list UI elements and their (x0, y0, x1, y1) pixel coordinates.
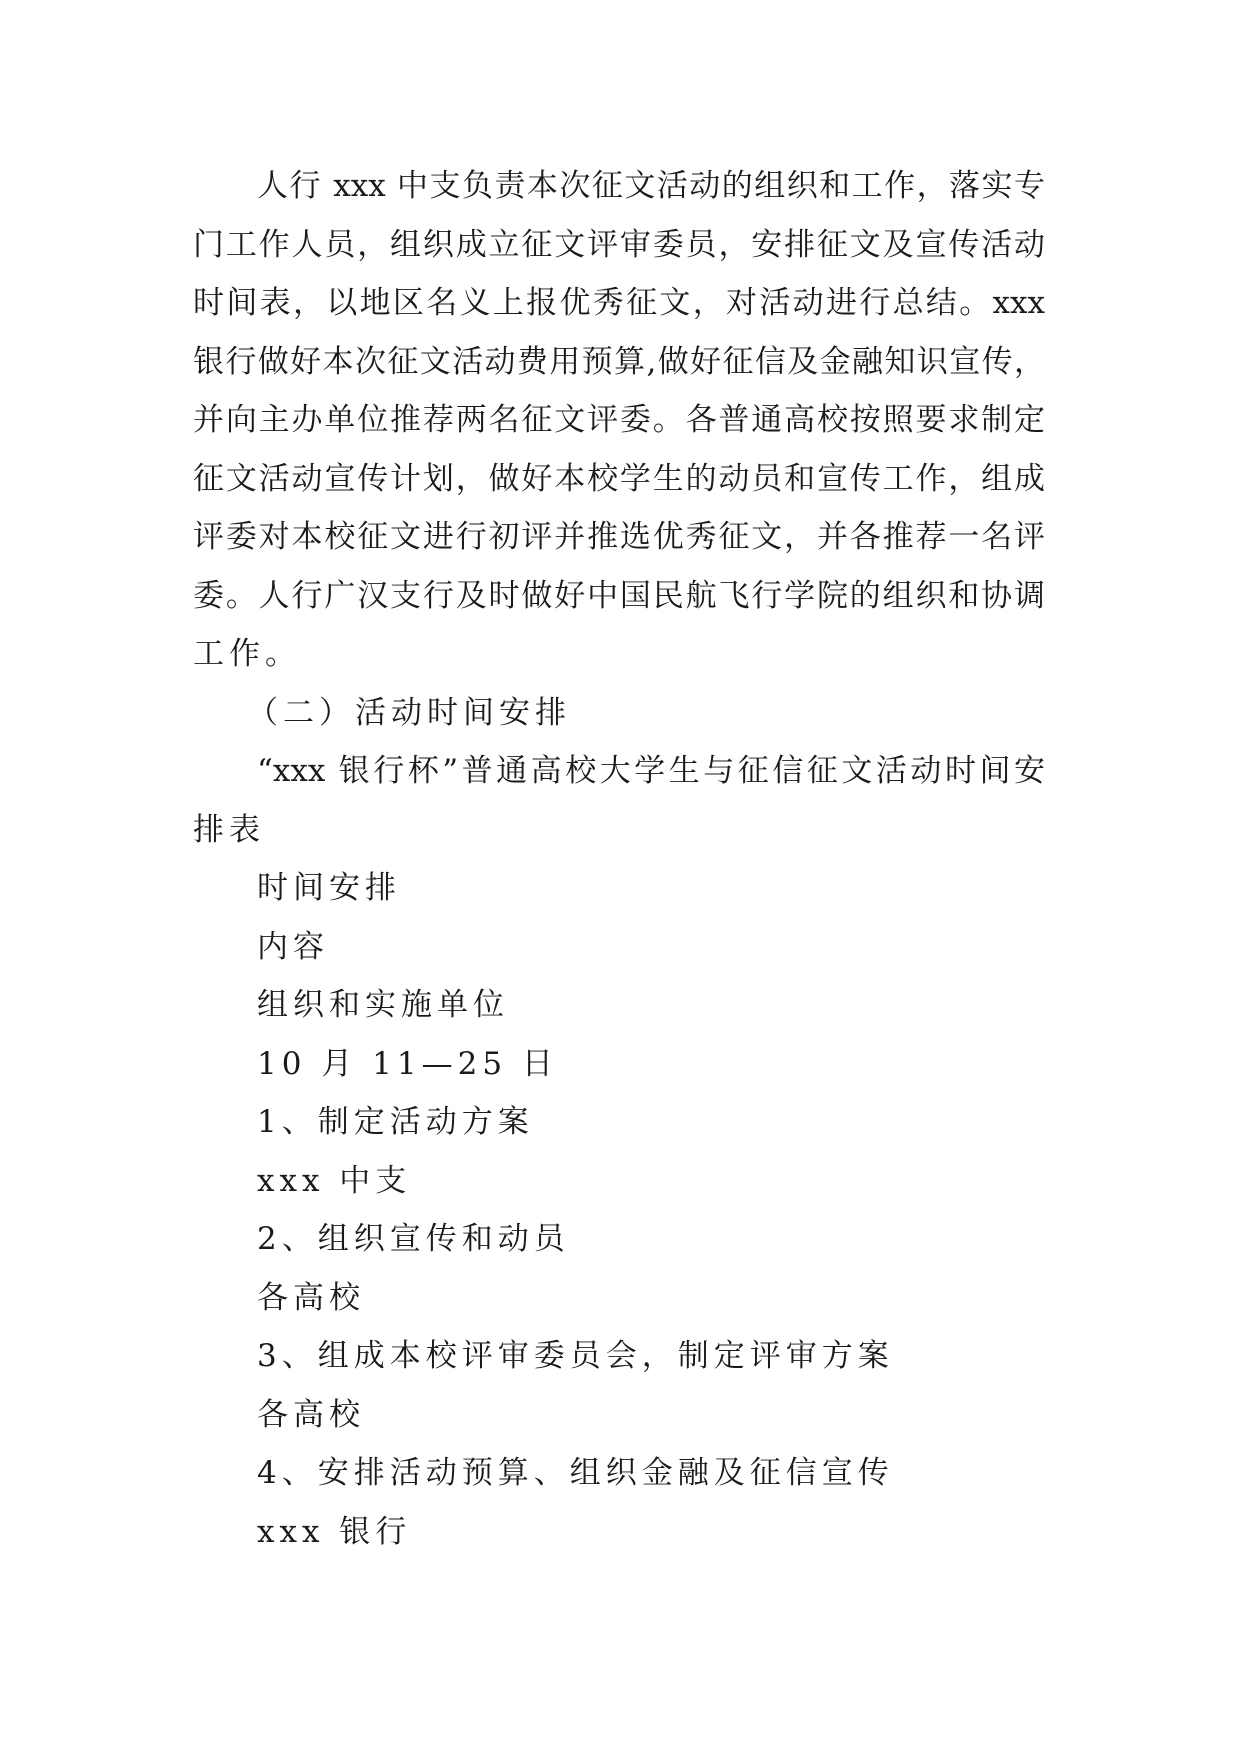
table-header-cell: 时间安排 (257, 870, 401, 906)
table-header-cell: 组织和实施单位 (257, 987, 509, 1023)
table-header-cell: 内容 (257, 929, 329, 965)
table-cell: 4、安排活动预算、组织金融及征信宣传 (257, 1455, 894, 1491)
table-title-line: 排表 (193, 812, 265, 848)
table-cell: xxx 中支 (257, 1163, 412, 1199)
table-title-line: “xxx 银行杯”普通高校大学生与征信征文活动时间安 (257, 753, 1045, 789)
paragraph-line: 门工作人员，组织成立征文评审委员，安排征文及宣传活动 (193, 227, 1045, 263)
table-cell: 1、制定活动方案 (257, 1104, 534, 1140)
paragraph-line: 征文活动宣传计划，做好本校学生的动员和宣传工作，组成 (193, 461, 1045, 497)
paragraph-line: 时间表，以地区名义上报优秀征文，对活动进行总结。xxx (193, 285, 1045, 321)
table-cell: 各高校 (257, 1280, 365, 1316)
table-cell: 各高校 (257, 1397, 365, 1433)
section-heading: （二）活动时间安排 (247, 695, 571, 731)
paragraph-line: 人行 xxx 中支负责本次征文活动的组织和工作，落实专 (257, 168, 1045, 204)
table-cell: 3、组成本校评审委员会，制定评审方案 (257, 1338, 894, 1374)
table-cell: 10 月 11—25 日 (257, 1046, 558, 1082)
paragraph-line: 银行做好本次征文活动费用预算,做好征信及金融知识宣传， (193, 344, 1045, 380)
paragraph-line: 委。人行广汉支行及时做好中国民航飞行学院的组织和协调 (193, 578, 1045, 614)
paragraph-line: 评委对本校征文进行初评并推选优秀征文，并各推荐一名评 (193, 519, 1045, 555)
paragraph-line: 工作。 (193, 636, 301, 672)
table-cell: 2、组织宣传和动员 (257, 1221, 570, 1257)
paragraph-line: 并向主办单位推荐两名征文评委。各普通高校按照要求制定 (193, 402, 1045, 438)
table-cell: xxx 银行 (257, 1514, 412, 1550)
